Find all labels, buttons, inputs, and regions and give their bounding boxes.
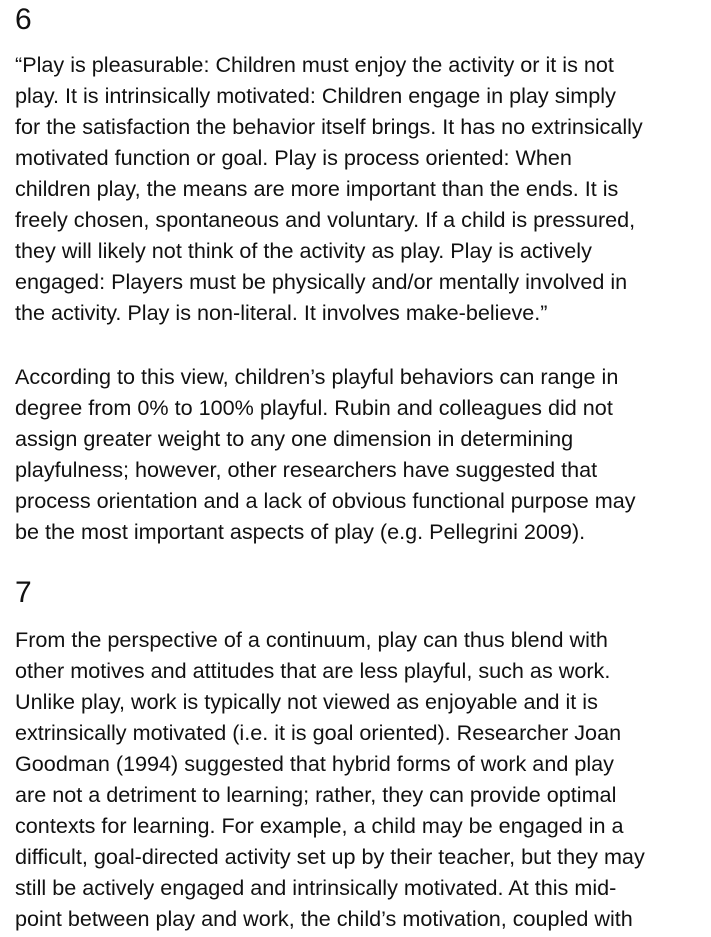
text-line: be the most important aspects of play (e.g. Pellegrini 2009). bbox=[15, 519, 586, 544]
text-line: freely chosen, spontaneous and voluntary. If a child is pressured, bbox=[15, 207, 636, 232]
text-line: playfulness; however, other researchers have suggested that bbox=[15, 457, 598, 482]
text-line: engaged: Players must be physically and/or mentally involved in bbox=[15, 269, 628, 294]
text-line: difficult, goal-directed activity set up by their teacher, but they may bbox=[15, 844, 645, 869]
paragraph bbox=[15, 361, 636, 547]
text-line: children play, the means are more important than the ends. It is bbox=[15, 176, 619, 201]
text-line: the activity. Play is non-literal. It involves make-believe.” bbox=[15, 300, 548, 325]
text-line: “Play is pleasurable: Children must enjoy the activity or it is not bbox=[15, 52, 614, 77]
text-line: point between play and work, the child’s motivation, coupled with bbox=[15, 906, 633, 931]
text-line: are not a detriment to learning; rather, they can provide optimal bbox=[15, 782, 617, 807]
paragraph bbox=[15, 624, 645, 934]
section-number: 7 bbox=[15, 576, 32, 609]
text-line: Unlike play, work is typically not viewed as enjoyable and it is bbox=[15, 689, 598, 714]
text-line: Goodman (1994) suggested that hybrid forms of work and play bbox=[15, 751, 614, 776]
text-line: they will likely not think of the activity as play. Play is actively bbox=[15, 238, 592, 263]
text-line: still be actively engaged and intrinsically motivated. At this mid- bbox=[15, 875, 617, 900]
text-line: other motives and attitudes that are less playful, such as work. bbox=[15, 658, 611, 683]
section-number: 6 bbox=[15, 3, 32, 36]
text-line: play. It is intrinsically motivated: Children engage in play simply bbox=[15, 83, 616, 108]
text-line: From the perspective of a continuum, play can thus blend with bbox=[15, 627, 608, 652]
text-line: According to this view, children’s playful behaviors can range in bbox=[15, 364, 619, 389]
text-line: for the satisfaction the behavior itself brings. It has no extrinsically bbox=[15, 114, 643, 139]
text-line: contexts for learning. For example, a child may be engaged in a bbox=[15, 813, 624, 838]
text-line: process orientation and a lack of obvious functional purpose may bbox=[15, 488, 636, 513]
text-line: extrinsically motivated (i.e. it is goal oriented). Researcher Joan bbox=[15, 720, 622, 745]
text-line: degree from 0% to 100% playful. Rubin and colleagues did not bbox=[15, 395, 613, 420]
text-line: motivated function or goal. Play is process oriented: When bbox=[15, 145, 572, 170]
paragraph bbox=[15, 49, 643, 328]
text-line: assign greater weight to any one dimension in determining bbox=[15, 426, 574, 451]
